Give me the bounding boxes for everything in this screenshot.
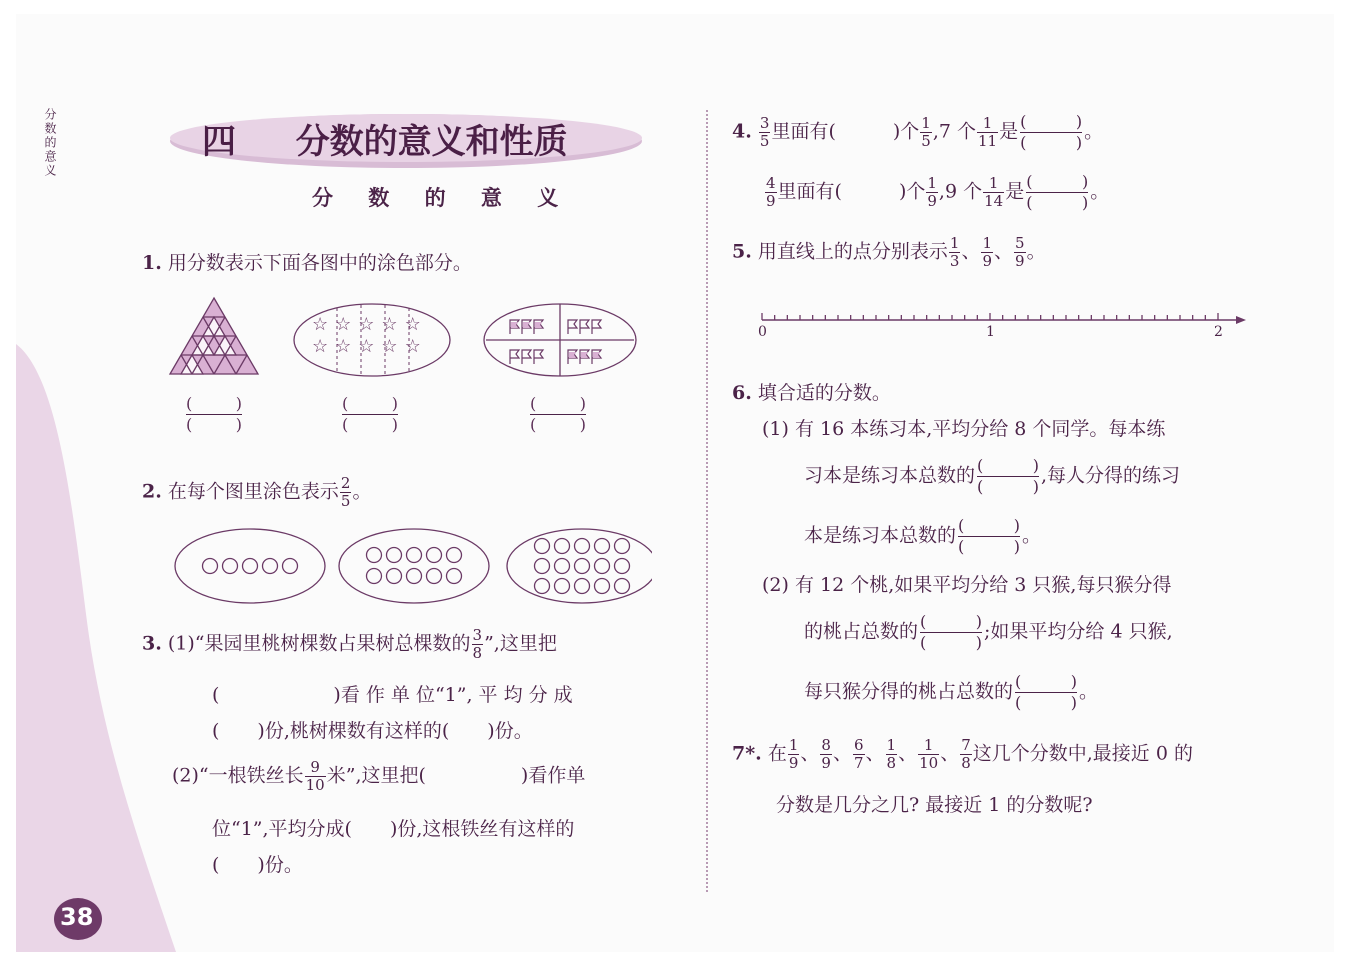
question-number: 1. (142, 252, 162, 274)
question-2: 2. 在每个图里涂色表示 $\frac{2}{5}$ 。 (142, 474, 372, 510)
answer-blank[interactable]: ( ) ( ) (920, 612, 983, 652)
axis-label-0: 0 (758, 324, 767, 340)
page (16, 14, 1334, 952)
answer-blank[interactable]: ( ) ( ) (1020, 112, 1083, 152)
unit-number: 四 (202, 122, 236, 162)
sidebar-label: 分数的意义 (43, 108, 57, 178)
question-5: 5. 用直线上的点分别表示 $\frac{1}{3}$ 、 $\frac{1}{9}$ 、 $\frac{5}{9}$ 。 (732, 234, 1046, 270)
answer-blank-1[interactable]: ( ) ( ) (186, 394, 242, 434)
question-3-line-5: 位“1”,平均分成( )份,这根铁丝有这样的 (212, 818, 575, 840)
question-6: 6. 填合适的分数。 (732, 382, 891, 404)
column-divider (706, 110, 712, 892)
number-line (752, 310, 1252, 346)
question-3-line-3: ( )份,桃树棵数有这样的( )份。 (212, 720, 533, 742)
question-3-part-1: 3. (1)“果园里桃树棵数占果树总棵数的 $\frac{3}{8}$ ”,这里把 (142, 626, 557, 662)
answer-blank[interactable]: ( ) ( ) (977, 456, 1040, 496)
question-4-row-2: $\frac{4}{9}$ 里面有( )个 $\frac{1}{9}$ ,9 个 $\frac{1}{14}$ 是 ( ) ( ) 。 (766, 172, 1110, 212)
question-6-line-6: 每只猴分得的桃占总数的 ( ) ( ) 。 (804, 672, 1099, 712)
answer-blank[interactable]: ( ) ( ) (1015, 672, 1078, 712)
answer-blank[interactable]: ( ) ( ) (958, 516, 1021, 556)
page-title: 分数的意义和性质 (295, 122, 568, 162)
question-6-line-1: (1) 有 16 本练习本,平均分给 8 个同学。每本练 (762, 418, 1166, 440)
question-1 (142, 248, 472, 275)
question-6-line-3: 本是练习本总数的 ( ) ( ) 。 (804, 516, 1042, 556)
question-7: 7*. 在 $\frac{1}{9}$ 、 $\frac{8}{9}$ 、 $\frac{6}{7}$ 、 $\frac{1}{8}$ 、 $\frac{1}{10}$ 、 $\frac{7}{8}$ 这几个分数中,最接近 0 的 (732, 736, 1193, 772)
page-number: 38 (60, 903, 94, 931)
triangle-figure (168, 296, 260, 376)
question-text: 用分数表示下面各图中的涂色部分。 (167, 252, 472, 274)
stars-row-bottom: ☆☆☆☆☆ (312, 336, 428, 357)
answer-blank-3[interactable]: ( ) ( ) (530, 394, 586, 434)
flags-oval-figure (482, 302, 638, 378)
axis-label-1: 1 (986, 324, 995, 340)
question-3-line-6: ( )份。 (212, 854, 303, 876)
question-3-part-2: (2)“一根铁丝长 $\frac{9}{10}$ 米”,这里把( )看作单 (172, 758, 586, 794)
question-6-line-5: 的桃占总数的 ( ) ( ) ;如果平均分给 4 只猴, (804, 612, 1173, 652)
stars-row-top: ☆☆☆☆☆ (312, 314, 428, 335)
section-subtitle: 分 数 的 意 义 (312, 185, 573, 210)
question-6-line-2: 习本是练习本总数的 ( ) ( ) ,每人分得的练习 (804, 456, 1181, 496)
answer-blank-2[interactable]: ( ) ( ) (342, 394, 398, 434)
question-4-row-1: 4. $\frac{3}{5}$ 里面有( )个 $\frac{1}{5}$ ,7 个 $\frac{1}{11}$ 是 ( ) ( ) 。 (732, 112, 1104, 152)
question-7-line-2: 分数是几分之几? 最接近 1 的分数呢? (776, 794, 1093, 816)
question-3-line-2: ( )看 作 单 位“1”, 平 均 分 成 (212, 684, 573, 706)
question-6-line-4: (2) 有 12 个桃,如果平均分给 3 只猴,每只猴分得 (762, 574, 1172, 596)
arrow-icon (1236, 316, 1246, 324)
axis-label-2: 2 (1214, 324, 1223, 340)
circles-ovals-figure (172, 526, 652, 608)
answer-blank[interactable]: ( ) ( ) (1026, 172, 1089, 212)
